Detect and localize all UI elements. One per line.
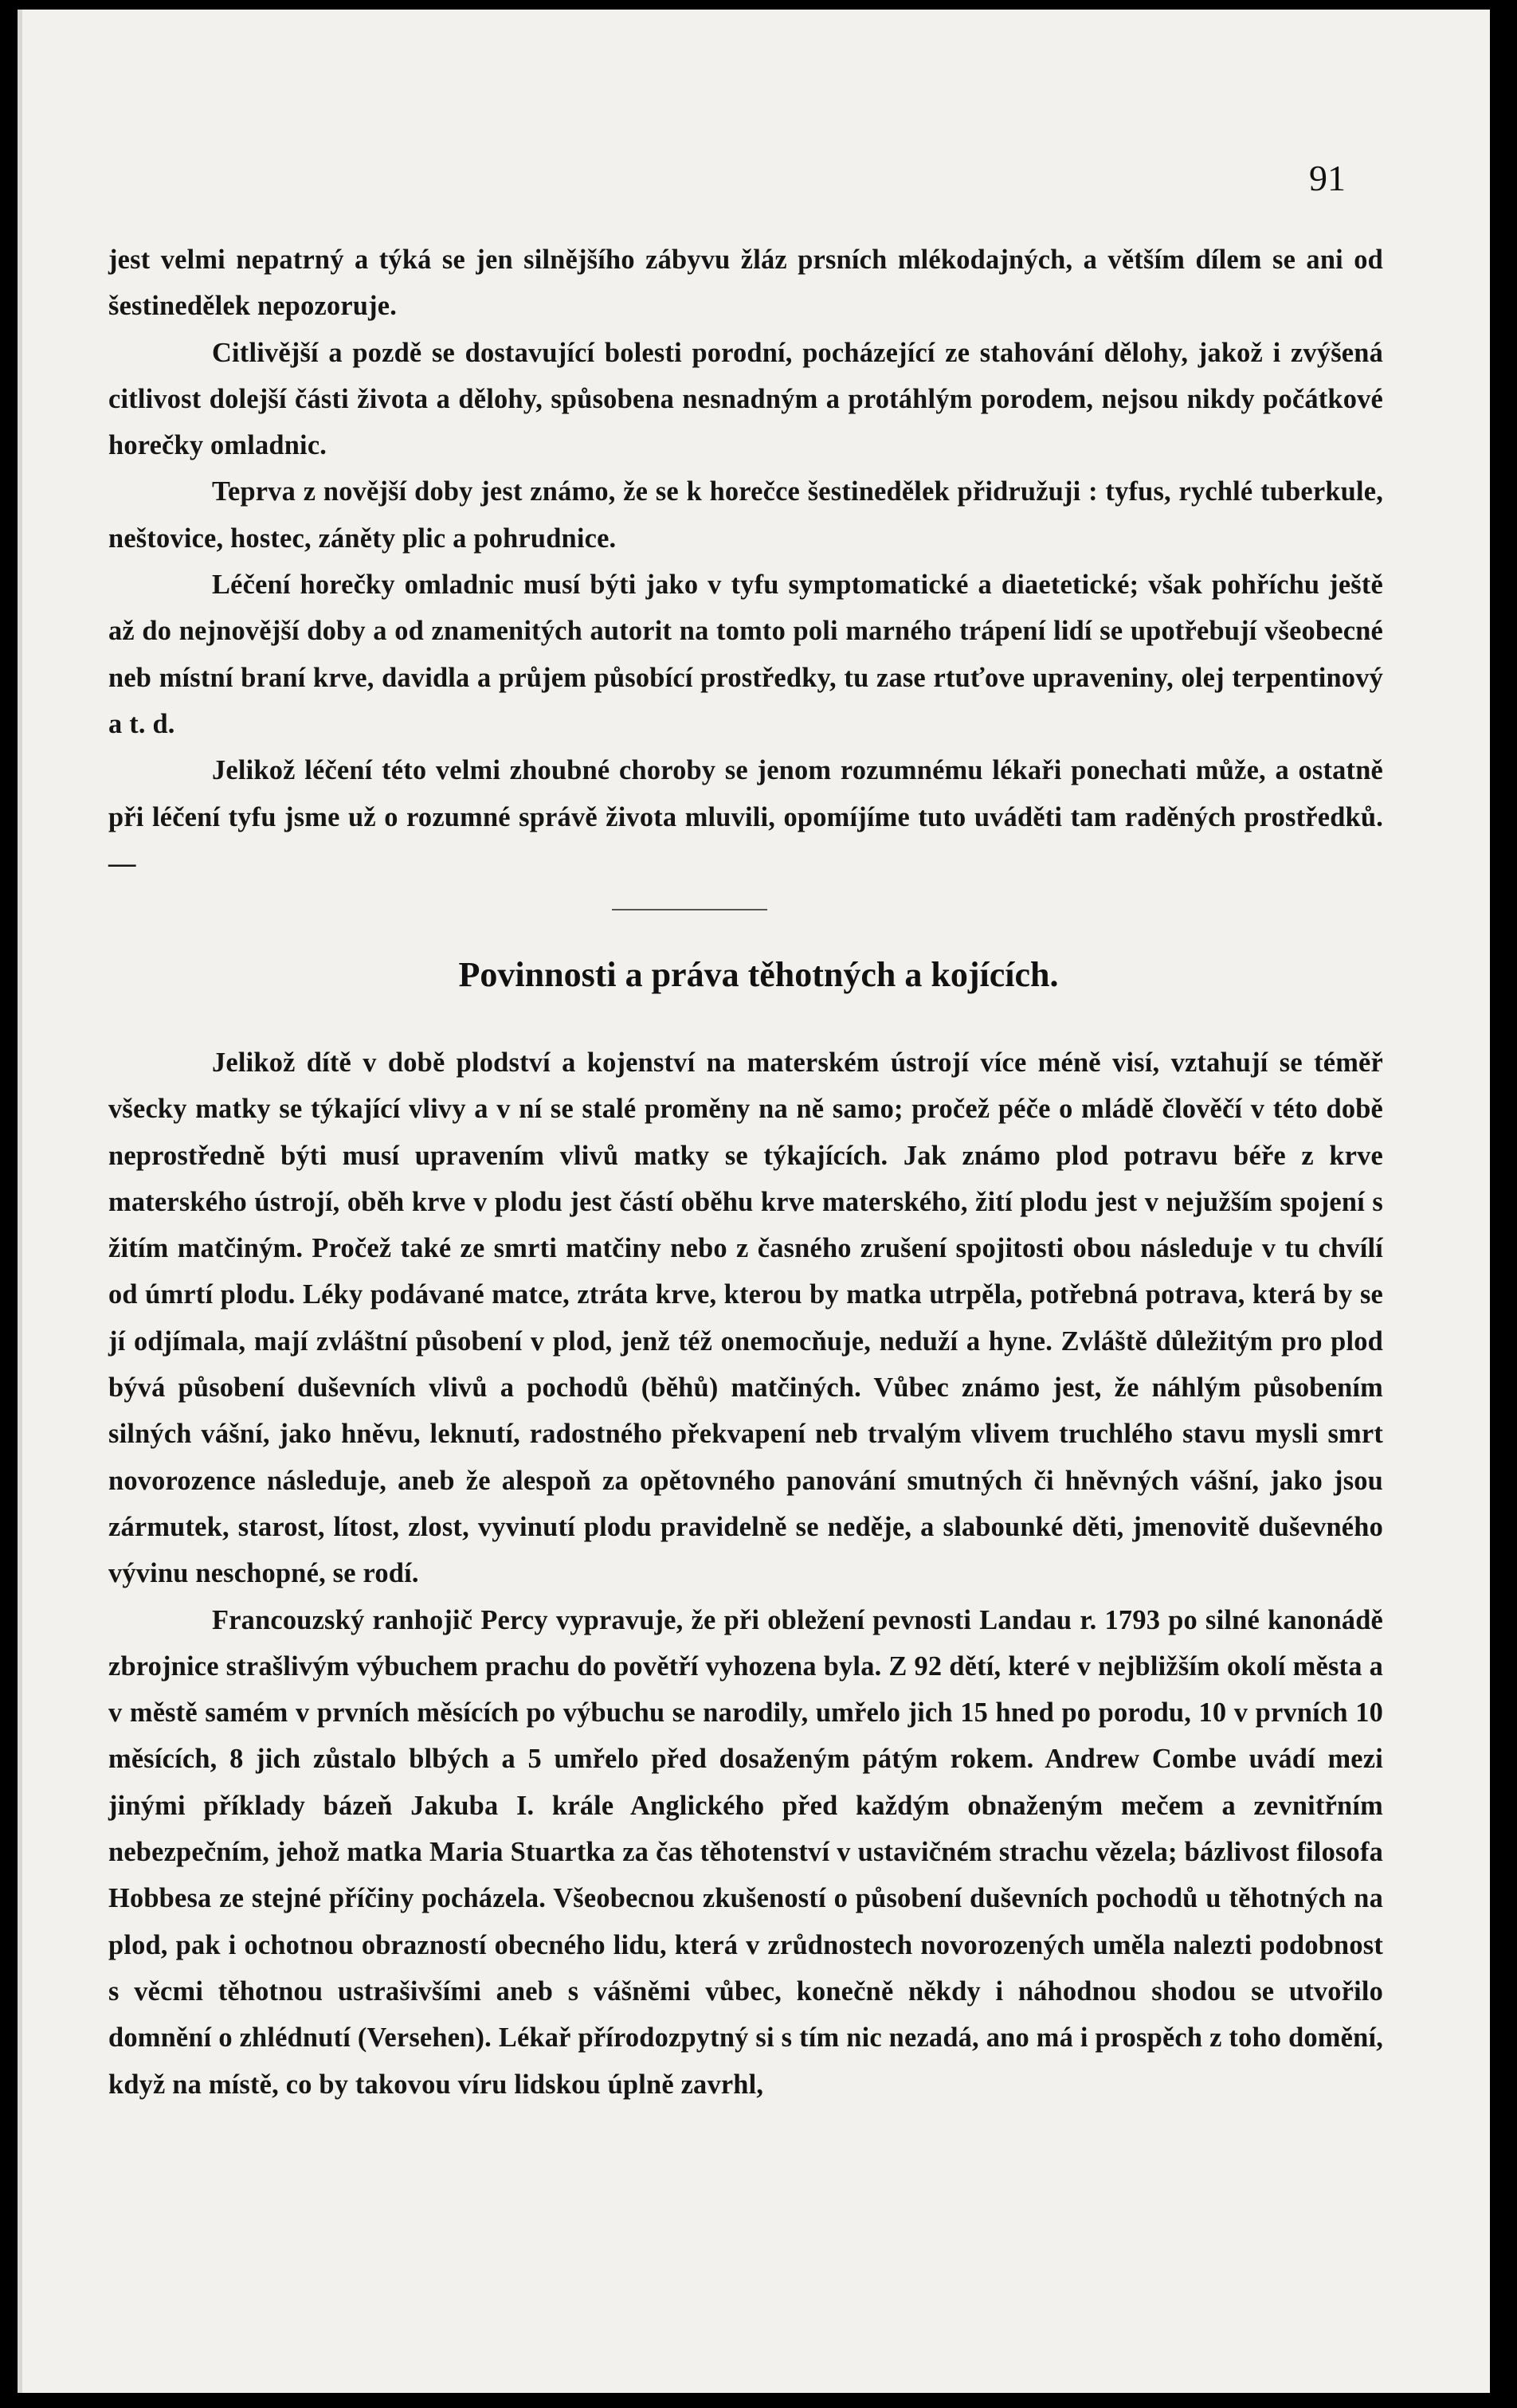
- section-1-text: [108, 237, 1383, 887]
- paragraph-3: Teprva z novější doby jest známo, že se k horečce šestinedělek přidružuji : tyfus, rychlé tuberkule, neštovice, hostec, záněty plic a pohrudnice.: [108, 476, 1383, 554]
- section-heading: Povinnosti a práva těhotných a kojících.: [458, 955, 1059, 994]
- section-divider: [612, 909, 767, 910]
- section-2-text: [108, 1040, 1383, 2108]
- paragraph-2: Citlivější a pozdě se dostavující bolesti porodní, pocházející ze stahování dělohy, jakož i zvýšená citlivost dolejší části života a dělohy, spůsobena nesnadným a protáhlým porodem, nejsou nikdy počátkové horečky omladnic.: [108, 337, 1383, 461]
- paragraph-1: jest velmi nepatrný a týká se jen silnějšího zábyvu žláz prsních mlékodajných, a větším dílem se ani od šestinedělek nepozoruje.: [108, 245, 1383, 322]
- scanned-page: [18, 10, 1490, 2393]
- paragraph-4: Léčení horečky omladnic musí býti jako v tyfu symptomatické a diaetetické; však pohříchu ještě až do nejnovější doby a od znamenitých autorit na tomto poli marného trápení lidí se upotřebují všeobecné neb místní braní krve, davidla a průjem působící prostředky, tu zase rtuťove upraveniny, olej terpentinový a t. d.: [108, 570, 1383, 739]
- paragraph-5: Jelikož léčení této velmi zhoubné choroby se jenom rozumnému lékaři ponechati může, a ostatně při léčení tyfu jsme už o rozumné správě života mluvili, opomíjíme tuto uváděti tam raděných prostředků. —: [108, 755, 1383, 879]
- paragraph-7: Francouzský ranhojič Percy vypravuje, že při obležení pevnosti Landau r. 1793 po silné kanonádě zbrojnice strašlivým výbuchem prachu do povětří vyhozena byla. Z 92 dětí, které v nejbližším okolí města a v městě samém v prvních měsících po výbuchu se narodily, umřelo jich 15 hned po porodu, 10 v prvních 10 měsících, 8 jich zůstalo blbých a 5 umřelo před dosaženým pátým rokem. Andrew Combe uvádí mezi jinými příklady bázeň Jakuba I. krále Anglického před každým obnaženým mečem a zevnitřním nebezpečním, jehož matka Maria Stuartka za čas těhotenství v ustavičném strachu vězela; bázlivost filosofa Hobbesa ze stejné příčiny pocházela. Všeobecnou zkušeností o působení duševních pochodů u těhotných na plod, pak i ochotnou obrazností obecného lidu, která v zrůdnostech novorozených uměla nalezti podobnost s věcmi těhotnou ustrašivšími aneb s vášněmi vůbec, konečně někdy i náhodnou shodou se utvořilo domnění o zhlédnutí (Versehen). Lékař přírodozpytný si s tím nic nezadá, ano má i prospěch z toho domění, když na místě, co by takovou víru lidskou úplně zavrhl,: [108, 1604, 1383, 2100]
- page-number: 91: [1309, 158, 1346, 198]
- paragraph-6: Jelikož dítě v době plodství a kojenství na materském ústrojí více méně visí, vztahují se téměř všecky matky se týkající vlivy a v ní se stalé proměny na ně samo; pročež péče o mládě člověčí v této době neprostředně býti musí upravením vlivů matky se týkajících. Jak známo plod potravu béře z krve materského ústrojí, oběh krve v plodu jest částí oběhu krve materského, žití plodu jest v nejužším spojení s žitím matčiným. Pročež také ze smrti matčiny nebo z časného zrušení spojitosti obou následuje v tu chvílí od úmrtí plodu. Léky podávané matce, ztráta krve, kterou by matka utrpěla, potřebná potrava, která by se jí odjímala, mají zvláštní působení v plod, jenž též onemocňuje, neduží a hyne. Zvláště důležitým pro plod bývá působení duševních vlivů a pochodů (běhů) matčiných. Vůbec známo jest, že náhlým působením silných vášní, jako hněvu, leknutí, radostného překvapení neb trvalým vlivem truchlého stavu mysli smrt novorozence následuje, aneb že alespoň za opětovného panování smutných či hněvných vášní, jako jsou zármutek, starost, lítost, zlost, vyvinutí plodu pravidelně se neděje, a slabounké děti, jmenovitě duševného vývinu neschopné, se rodí.: [108, 1047, 1383, 1589]
